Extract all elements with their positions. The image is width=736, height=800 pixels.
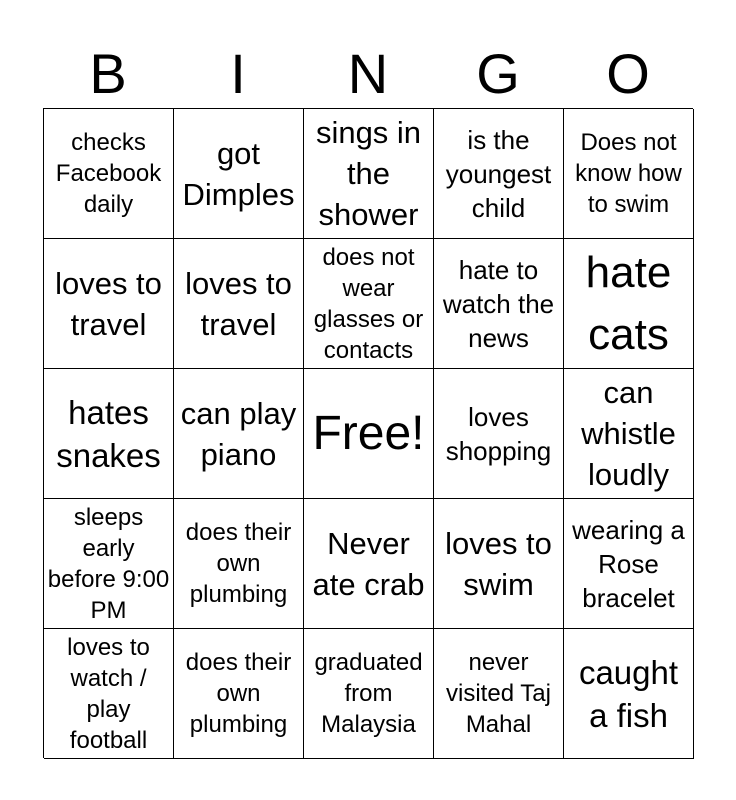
cell-text: loves to travel	[185, 265, 292, 342]
bingo-header	[43, 40, 693, 108]
cell-text: sleeps early before 9:00 PM	[47, 503, 170, 624]
cell-text: can whistle loudly	[581, 375, 676, 492]
bingo-cell[interactable]	[434, 369, 564, 499]
bingo-cell[interactable]	[304, 109, 434, 239]
cell-text: loves shopping	[445, 401, 552, 466]
bingo-cell[interactable]	[564, 499, 694, 629]
free-space-cell[interactable]	[304, 369, 434, 499]
cell-text: loves to travel	[55, 265, 162, 342]
cell-text: wearing a Rose bracelet	[572, 514, 685, 613]
bingo-cell[interactable]	[564, 369, 694, 499]
cell-text: does not wear glasses or contacts	[313, 243, 424, 364]
cell-text: never visited Taj Mahal	[446, 649, 551, 738]
cell-text: hates snakes	[56, 393, 161, 474]
cell-text: hate cats	[585, 247, 672, 359]
cell-text: got Dimples	[182, 135, 295, 212]
header-letter-b: B	[89, 42, 127, 105]
bingo-cell[interactable]	[174, 629, 304, 759]
cell-text: does their own plumbing	[185, 519, 292, 608]
bingo-cell[interactable]	[44, 369, 174, 499]
cell-text: graduated from Malaysia	[314, 649, 423, 738]
cell-text: loves to watch / play football	[67, 633, 150, 754]
bingo-cell[interactable]	[304, 239, 434, 369]
bingo-cell[interactable]	[174, 499, 304, 629]
bingo-cell[interactable]	[44, 239, 174, 369]
bingo-board	[43, 108, 693, 758]
bingo-cell[interactable]	[174, 369, 304, 499]
bingo-cell[interactable]	[304, 629, 434, 759]
free-space-text: Free!	[312, 406, 425, 460]
bingo-cell[interactable]	[174, 109, 304, 239]
bingo-cell[interactable]	[434, 499, 564, 629]
bingo-cell[interactable]	[564, 629, 694, 759]
bingo-cell[interactable]	[44, 499, 174, 629]
bingo-cell[interactable]	[44, 629, 174, 759]
bingo-cell[interactable]	[434, 109, 564, 239]
cell-text: checks Facebook daily	[55, 129, 162, 218]
cell-text: is the youngest child	[445, 124, 552, 223]
bingo-cell[interactable]	[174, 239, 304, 369]
bingo-cell[interactable]	[564, 239, 694, 369]
header-letter-g: G	[476, 42, 520, 105]
bingo-cell[interactable]	[44, 109, 174, 239]
header-letter-n: N	[347, 42, 389, 105]
cell-text: can play piano	[180, 395, 297, 472]
cell-text: caught a fish	[578, 653, 679, 734]
cell-text: does their own plumbing	[185, 649, 292, 738]
bingo-cell[interactable]	[564, 109, 694, 239]
cell-text: Never ate crab	[312, 525, 425, 602]
header-letter-o: O	[606, 42, 650, 105]
cell-text: loves to swim	[445, 525, 552, 602]
cell-text: sings in the shower	[315, 115, 422, 232]
header-letter-i: I	[230, 42, 246, 105]
bingo-cell[interactable]	[434, 629, 564, 759]
cell-text: hate to watch the news	[442, 254, 555, 353]
bingo-cell[interactable]	[304, 499, 434, 629]
bingo-cell[interactable]	[434, 239, 564, 369]
cell-text: Does not know how to swim	[575, 129, 682, 218]
